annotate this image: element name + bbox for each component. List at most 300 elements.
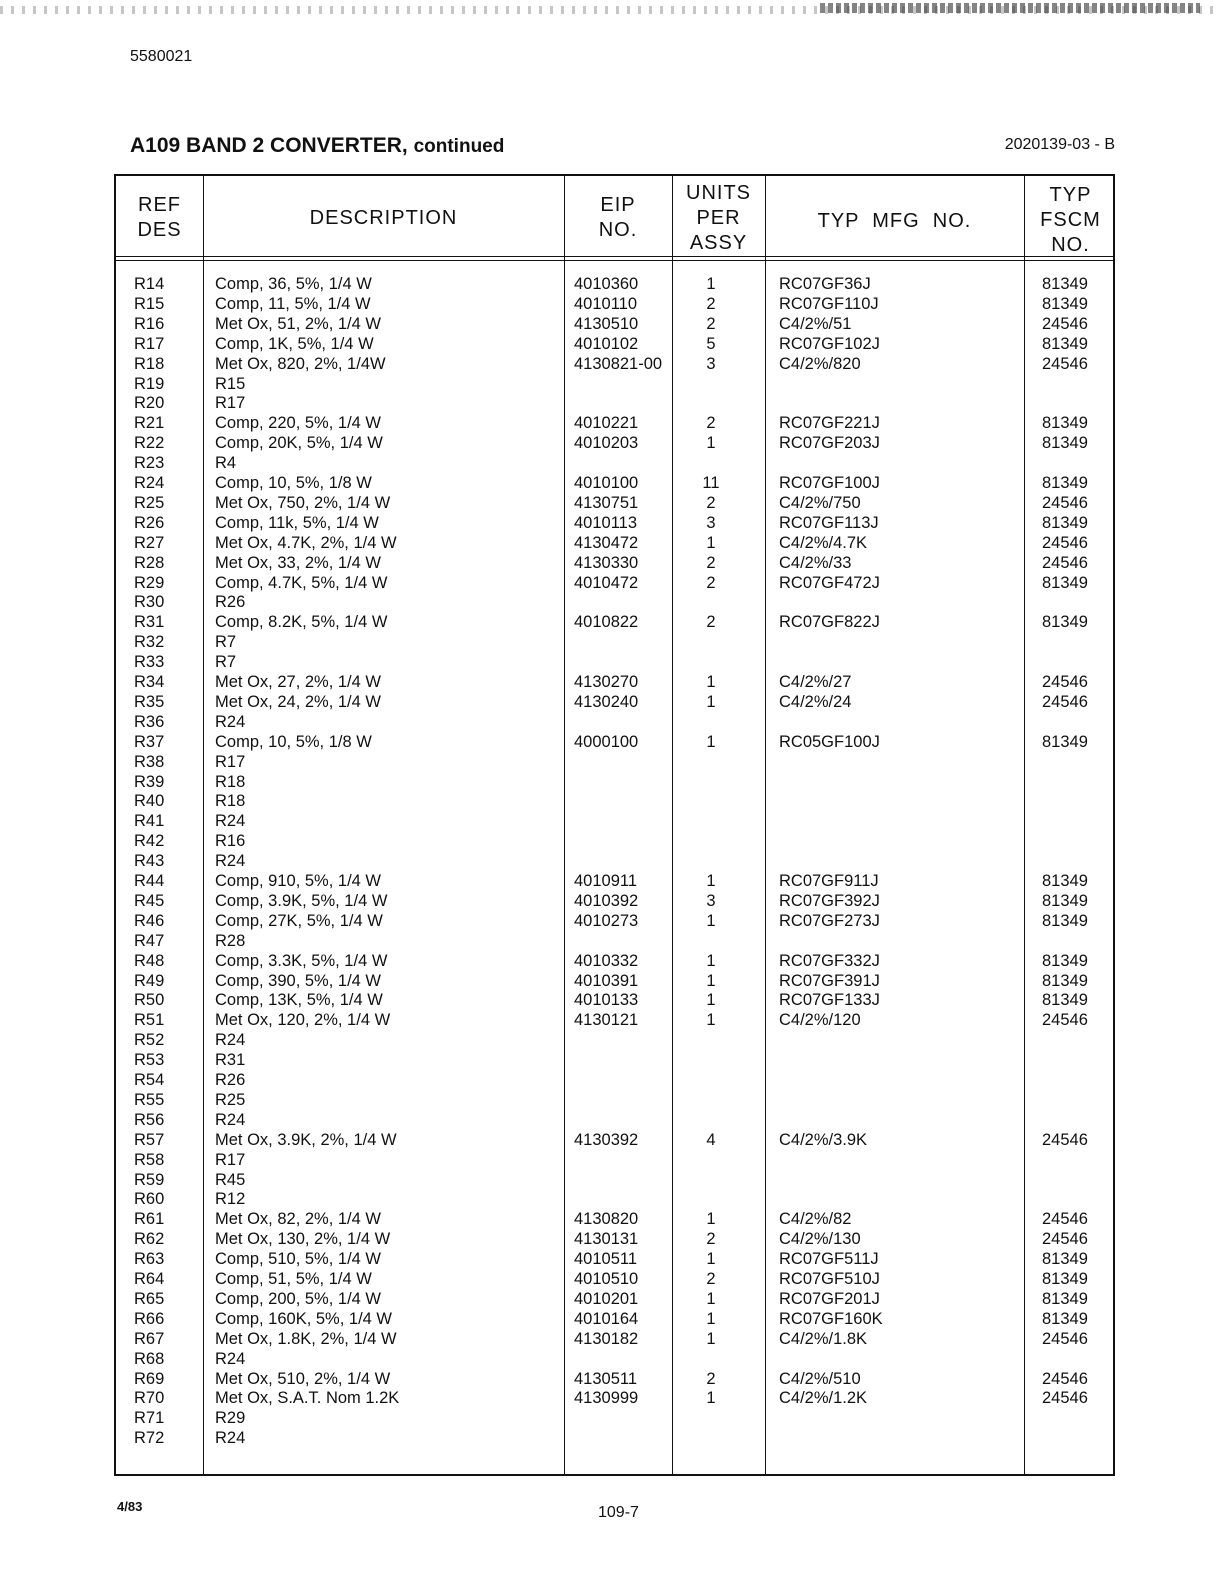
mfg-number-cell: RC07GF102J [779,334,880,353]
description-cell: Comp, 51, 5%, 1/4 W [215,1270,372,1288]
units-per-assy-cell: 2 [706,573,716,592]
table-row [116,473,1117,493]
ref-des-cell: R17 [134,334,165,353]
description-cell: R24 [215,1110,246,1129]
eip-number-cell: 4010273 [574,911,639,930]
description-cell: Comp, 220, 5%, 1/4 W [215,414,381,433]
ref-des-cell: R27 [134,533,165,552]
header-divider [116,256,1113,257]
description-cell: R7 [215,633,237,652]
mfg-number-cell: RC07GF511J [779,1250,879,1269]
eip-number-cell: 4130240 [574,692,639,711]
mfg-number-cell: C4/2%/4.7K [779,533,868,552]
description-cell: R16 [215,832,246,851]
ref-des-cell: R37 [134,732,165,751]
mfg-number-cell: RC07GF911J [779,872,879,890]
ref-des-cell: R43 [134,852,165,871]
eip-number-cell: 4130392 [574,1130,639,1149]
mfg-number-cell: RC07GF273J [779,911,880,930]
eip-number-cell: 4130131 [574,1230,639,1249]
ref-des-cell: R15 [134,294,165,313]
ref-des-cell: R35 [134,692,165,711]
description-cell: Comp, 10, 5%, 1/8 W [215,474,372,492]
units-per-assy-cell: 1 [706,1250,716,1269]
units-per-assy-cell: 1 [706,1389,716,1408]
eip-number-cell: 4130511 [574,1369,638,1388]
description-cell: Met Ox, 3.9K, 2%, 1/4 W [215,1130,397,1149]
ref-des-cell: R68 [134,1349,165,1368]
ref-des-cell: R72 [134,1429,165,1448]
ref-des-cell: R26 [134,513,165,532]
eip-number-cell: 4130182 [574,1329,639,1348]
eip-number-cell: 4010110 [574,294,638,313]
description-cell: R25 [215,1090,246,1109]
description-cell: R24 [215,1429,246,1448]
eip-number-cell: 4010472 [574,573,639,592]
eip-number-cell: 4130330 [574,553,639,572]
units-per-assy-cell: 1 [706,533,716,552]
mfg-number-cell: C4/2%/130 [779,1230,861,1249]
ref-des-cell: R39 [134,772,165,791]
description-cell: Comp, 390, 5%, 1/4 W [215,971,381,990]
description-cell: R4 [215,454,237,473]
mfg-number-cell: RC07GF392J [779,891,880,910]
units-per-assy-cell: 1 [706,732,716,751]
table-row [116,1428,1117,1448]
units-per-assy-cell: 1 [706,275,716,293]
table-row [116,811,1117,831]
units-per-assy-cell: 4 [706,1130,716,1149]
units-per-assy-cell: 2 [706,613,716,632]
table-row [116,931,1117,951]
table-row [116,612,1117,632]
fscm-number-cell: 81349 [1042,872,1088,890]
description-cell: Comp, 510, 5%, 1/4 W [215,1250,381,1269]
fscm-number-cell: 81349 [1042,275,1088,293]
eip-number-cell: 4010113 [574,513,638,532]
table-row [116,871,1117,891]
table-row [116,573,1117,593]
ref-des-cell: R31 [134,613,165,632]
fscm-number-cell: 81349 [1042,732,1088,751]
header-typ-fscm-no: TYP FSCM NO. [1040,184,1101,256]
ref-des-cell: R55 [134,1090,165,1109]
fscm-number-cell: 24546 [1042,533,1088,552]
table-row [116,513,1117,533]
fscm-number-cell: 81349 [1042,1270,1088,1288]
mfg-number-cell: RC07GF391J [779,971,880,990]
units-per-assy-cell: 1 [706,951,716,970]
units-per-assy-cell: 1 [706,1210,716,1229]
units-per-assy-cell: 2 [706,553,716,572]
ref-des-cell: R36 [134,712,165,731]
description-cell: R15 [215,374,246,393]
mfg-number-cell: RC07GF203J [779,434,880,453]
mfg-number-cell: RC07GF110J [779,294,879,313]
mfg-number-cell: RC07GF201J [779,1289,880,1308]
table-row [116,533,1117,553]
fscm-number-cell: 24546 [1042,673,1088,691]
ref-des-cell: R46 [134,911,165,930]
header-eip-no: EIP NO. [598,194,638,241]
description-cell: Comp, 20K, 5%, 1/4 W [215,434,383,453]
fscm-number-cell: 81349 [1042,613,1088,632]
table-row [116,393,1117,413]
table-row [116,891,1117,911]
header-units-per-assy: UNITS PER ASSY [686,182,751,254]
mfg-number-cell: RC07GF100J [779,474,880,492]
ref-des-cell: R57 [134,1130,165,1149]
ref-des-cell: R41 [134,812,165,831]
mfg-number-cell: RC07GF822J [779,613,880,632]
units-per-assy-cell: 1 [706,1329,716,1348]
eip-number-cell: 4010391 [574,971,639,990]
table-row [116,1388,1117,1408]
description-cell: Comp, 910, 5%, 1/4 W [215,872,381,890]
ref-des-cell: R20 [134,394,165,413]
table-row [116,493,1117,513]
description-cell: R24 [215,712,246,731]
table-row [116,1030,1117,1050]
table-row [116,1289,1117,1309]
mfg-number-cell: C4/2%/820 [779,354,861,373]
units-per-assy-cell: 2 [706,314,716,333]
table-row [116,374,1117,394]
eip-number-cell: 4010511 [574,1250,638,1269]
ref-des-cell: R64 [134,1270,165,1288]
units-per-assy-cell: 1 [706,1289,716,1308]
units-per-assy-cell: 1 [706,872,716,890]
table-row [116,1349,1117,1369]
units-per-assy-cell: 1 [706,911,716,930]
header-typ-mfg-no: TYP MFG NO. [817,210,972,232]
eip-number-cell: 4130821-00 [574,354,663,373]
fscm-number-cell: 24546 [1042,553,1088,572]
eip-number-cell: 4010392 [574,891,639,910]
ref-des-cell: R22 [134,434,165,453]
scan-edge-artifact-right [820,3,1200,13]
table-row [116,1130,1117,1150]
table-row [116,1249,1117,1269]
units-per-assy-cell: 5 [706,334,716,353]
fscm-number-cell: 81349 [1042,1309,1088,1328]
fscm-number-cell: 24546 [1042,354,1088,373]
description-cell: Comp, 11, 5%, 1/4 W [215,294,371,313]
eip-number-cell: 4130121 [574,1011,639,1030]
description-cell: R12 [215,1190,246,1209]
eip-number-cell: 4010822 [574,613,639,632]
table-row [116,1329,1117,1349]
table-row [116,951,1117,971]
table-row [116,1170,1117,1190]
description-cell: Comp, 8.2K, 5%, 1/4 W [215,613,388,632]
ref-des-cell: R48 [134,951,165,970]
table-row [116,692,1117,712]
parts-list-table [114,174,1115,1476]
eip-number-cell: 4010221 [574,414,639,433]
fscm-number-cell: 81349 [1042,891,1088,910]
mfg-number-cell: C4/2%/120 [779,1011,861,1030]
description-cell: R17 [215,394,246,413]
eip-number-cell: 4010201 [574,1289,639,1308]
mfg-number-cell: RC07GF36J [779,275,871,293]
units-per-assy-cell: 2 [706,1270,716,1288]
fscm-number-cell: 24546 [1042,1130,1088,1149]
table-row [116,354,1117,374]
description-cell: Met Ox, 1.8K, 2%, 1/4 W [215,1329,397,1348]
ref-des-cell: R32 [134,633,165,652]
mfg-number-cell: RC05GF100J [779,732,880,751]
table-row [116,592,1117,612]
description-cell: R18 [215,792,246,811]
fscm-number-cell: 24546 [1042,1210,1088,1229]
ref-des-cell: R30 [134,593,165,612]
table-row [116,712,1117,732]
table-row [116,971,1117,991]
eip-number-cell: 4130751 [574,493,639,512]
fscm-number-cell: 24546 [1042,314,1088,333]
page-number: 109-7 [598,1504,639,1521]
ref-des-cell: R52 [134,1031,165,1050]
description-cell: R29 [215,1409,246,1428]
table-row [116,772,1117,792]
table-row [116,1110,1117,1130]
units-per-assy-cell: 11 [702,474,720,492]
ref-des-cell: R40 [134,792,165,811]
description-cell: Comp, 4.7K, 5%, 1/4 W [215,573,388,592]
table-row [116,1050,1117,1070]
mfg-number-cell: C4/2%/510 [779,1369,861,1388]
fscm-number-cell: 81349 [1042,414,1088,433]
mfg-number-cell: C4/2%/24 [779,692,852,711]
header-description: DESCRIPTION [309,207,458,229]
eip-number-cell: 4130820 [574,1210,639,1229]
table-row [116,1309,1117,1329]
mfg-number-cell: C4/2%/1.8K [779,1329,868,1348]
table-row [116,334,1117,354]
units-per-assy-cell: 3 [706,513,716,532]
document-number: 5580021 [130,48,193,65]
description-cell: Met Ox, 82, 2%, 1/4 W [215,1210,381,1229]
table-row [116,672,1117,692]
mfg-number-cell: RC07GF332J [779,951,880,970]
eip-number-cell: 4010360 [574,275,639,293]
description-cell: Met Ox, 33, 2%, 1/4 W [215,553,381,572]
mfg-number-cell: RC07GF221J [779,414,880,433]
table-row [116,1209,1117,1229]
ref-des-cell: R56 [134,1110,165,1129]
table-row [116,911,1117,931]
ref-des-cell: R63 [134,1250,165,1269]
fscm-number-cell: 81349 [1042,911,1088,930]
units-per-assy-cell: 3 [706,891,716,910]
table-row [116,453,1117,473]
units-per-assy-cell: 2 [706,493,716,512]
units-per-assy-cell: 1 [706,971,716,990]
ref-des-cell: R71 [134,1409,165,1428]
description-cell: Met Ox, 27, 2%, 1/4 W [215,673,381,691]
fscm-number-cell: 81349 [1042,294,1088,313]
ref-des-cell: R47 [134,931,165,950]
units-per-assy-cell: 3 [706,354,716,373]
mfg-number-cell: RC07GF113J [779,513,879,532]
eip-number-cell: 4010332 [574,951,639,970]
ref-des-cell: R69 [134,1369,165,1388]
ref-des-cell: R38 [134,752,165,771]
description-cell: R24 [215,1031,246,1050]
mfg-number-cell: RC07GF472J [779,573,880,592]
description-cell: R26 [215,1071,246,1089]
eip-number-cell: 4130270 [574,673,639,691]
ref-des-cell: R44 [134,872,165,890]
table-row [116,274,1117,294]
mfg-number-cell: C4/2%/1.2K [779,1389,868,1408]
description-cell: R17 [215,752,246,771]
ref-des-cell: R59 [134,1170,165,1189]
fscm-number-cell: 81349 [1042,513,1088,532]
table-row [116,732,1117,752]
table-row [116,1189,1117,1209]
eip-number-cell: 4130510 [574,314,639,333]
eip-number-cell: 4130472 [574,533,639,552]
fscm-number-cell: 81349 [1042,474,1088,492]
fscm-number-cell: 24546 [1042,1011,1088,1030]
table-row [116,1090,1117,1110]
description-cell: Met Ox, 120, 2%, 1/4 W [215,1011,391,1030]
section-title-main: A109 BAND 2 CONVERTER, [130,134,408,157]
description-cell: Comp, 27K, 5%, 1/4 W [215,911,383,930]
eip-number-cell: 4010133 [574,991,639,1010]
table-row [116,433,1117,453]
table-row [116,1010,1117,1030]
header-divider-double [116,260,1113,261]
ref-des-cell: R33 [134,653,165,672]
ref-des-cell: R18 [134,354,165,373]
units-per-assy-cell: 1 [706,434,716,453]
description-cell: R45 [215,1170,246,1189]
ref-des-cell: R25 [134,493,165,512]
ref-des-cell: R61 [134,1210,165,1229]
ref-des-cell: R16 [134,314,165,333]
ref-des-cell: R19 [134,374,165,393]
units-per-assy-cell: 1 [706,692,716,711]
table-row [116,413,1117,433]
fscm-number-cell: 24546 [1042,1329,1088,1348]
ref-des-cell: R51 [134,1011,165,1030]
table-row [116,752,1117,772]
ref-des-cell: R58 [134,1150,165,1169]
description-cell: R7 [215,653,237,672]
section-title [130,134,504,158]
ref-des-cell: R42 [134,832,165,851]
eip-number-cell: 4000100 [574,732,639,751]
eip-number-cell: 4010164 [574,1309,639,1328]
ref-des-cell: R60 [134,1190,165,1209]
fscm-number-cell: 81349 [1042,971,1088,990]
fscm-number-cell: 81349 [1042,1250,1088,1269]
ref-des-cell: R24 [134,474,165,492]
fscm-number-cell: 81349 [1042,334,1088,353]
units-per-assy-cell: 2 [706,414,716,433]
ref-des-cell: R49 [134,971,165,990]
mfg-number-cell: C4/2%/51 [779,314,852,333]
units-per-assy-cell: 2 [706,1369,716,1388]
eip-number-cell: 4010102 [574,334,639,353]
ref-des-cell: R65 [134,1289,165,1308]
ref-des-cell: R29 [134,573,165,592]
header-ref-des: REF DES [137,194,182,241]
units-per-assy-cell: 1 [706,1011,716,1030]
eip-number-cell: 4010510 [574,1270,639,1288]
description-cell: R24 [215,812,246,831]
eip-number-cell: 4010203 [574,434,639,453]
mfg-number-cell: RC07GF133J [779,991,880,1010]
description-cell: Met Ox, S.A.T. Nom 1.2K [215,1389,400,1408]
description-cell: Comp, 36, 5%, 1/4 W [215,275,372,293]
units-per-assy-cell: 1 [706,991,716,1010]
description-cell: Met Ox, 820, 2%, 1/4W [215,354,386,373]
ref-des-cell: R21 [134,414,165,433]
fscm-number-cell: 81349 [1042,951,1088,970]
mfg-number-cell: RC07GF510J [779,1270,880,1288]
table-row [116,1229,1117,1249]
description-cell: R31 [215,1051,246,1070]
table-row [116,314,1117,334]
ref-des-cell: R23 [134,454,165,473]
mfg-number-cell: RC07GF160K [779,1309,883,1328]
ref-des-cell: R53 [134,1051,165,1070]
table-row [116,652,1117,672]
fscm-number-cell: 24546 [1042,1369,1088,1388]
eip-number-cell: 4130999 [574,1389,639,1408]
units-per-assy-cell: 1 [706,673,716,691]
description-cell: Met Ox, 510, 2%, 1/4 W [215,1369,391,1388]
table-row [116,632,1117,652]
ref-des-cell: R67 [134,1329,165,1348]
table-row [116,1269,1117,1289]
table-row [116,294,1117,314]
description-cell: Met Ox, 130, 2%, 1/4 W [215,1230,391,1249]
mfg-number-cell: C4/2%/33 [779,553,852,572]
mfg-number-cell: C4/2%/750 [779,493,861,512]
ref-des-cell: R70 [134,1389,165,1408]
mfg-number-cell: C4/2%/3.9K [779,1130,868,1149]
description-cell: Met Ox, 51, 2%, 1/4 W [215,314,381,333]
ref-des-cell: R14 [134,275,165,293]
units-per-assy-cell: 1 [706,1309,716,1328]
description-cell: R18 [215,772,246,791]
fscm-number-cell: 24546 [1042,692,1088,711]
drawing-number: 2020139-03 - B [1004,136,1115,153]
ref-des-cell: R28 [134,553,165,572]
description-cell: Met Ox, 750, 2%, 1/4 W [215,493,391,512]
description-cell: R17 [215,1150,246,1169]
footer-date: 4/83 [117,1499,143,1514]
eip-number-cell: 4010911 [574,872,638,890]
units-per-assy-cell: 2 [706,294,716,313]
fscm-number-cell: 81349 [1042,1289,1088,1308]
description-cell: Met Ox, 4.7K, 2%, 1/4 W [215,533,397,552]
description-cell: Comp, 200, 5%, 1/4 W [215,1289,381,1308]
fscm-number-cell: 81349 [1042,991,1088,1010]
ref-des-cell: R66 [134,1309,165,1328]
description-cell: R24 [215,852,246,871]
description-cell: R26 [215,593,246,612]
ref-des-cell: R54 [134,1071,165,1089]
description-cell: Comp, 10, 5%, 1/8 W [215,732,372,751]
mfg-number-cell: C4/2%/27 [779,673,852,691]
fscm-number-cell: 81349 [1042,434,1088,453]
